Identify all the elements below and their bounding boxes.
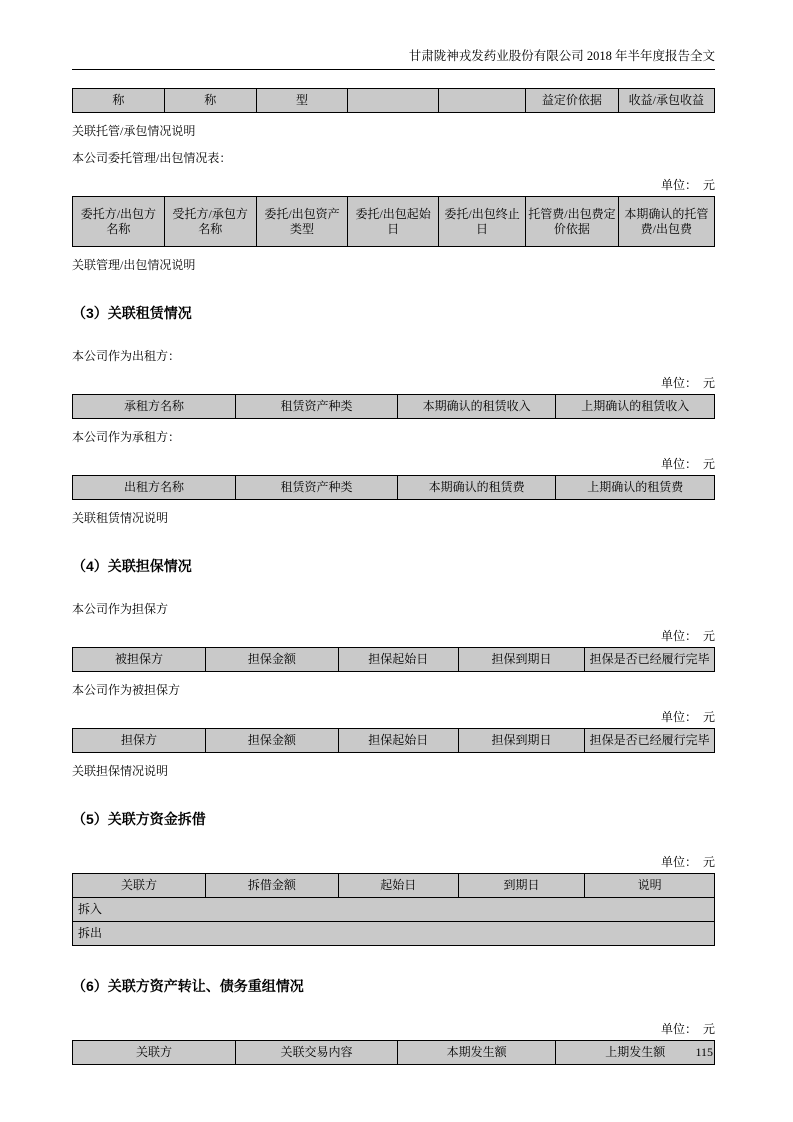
header-cell: 本期确认的托管费/出包费: [618, 197, 714, 247]
header-cell: 委托方/出包方名称: [73, 197, 165, 247]
entrust-intro: 本公司委托管理/出包情况表：: [72, 151, 232, 165]
header-cell: 担保起始日: [338, 648, 458, 672]
unit-label: 单位： 元: [660, 710, 715, 724]
table-header-row: [73, 1041, 715, 1065]
page-number: 115: [695, 1045, 713, 1059]
header-cell: 担保到期日: [458, 729, 584, 753]
entrust-table: [72, 196, 715, 247]
section-heading-guarantee: （4）关联担保情况: [72, 558, 192, 574]
guarantor-intro: 本公司作为担保方: [72, 602, 169, 616]
guarantor-table: [72, 647, 715, 672]
header-cell: 被担保方: [73, 648, 206, 672]
header-cell: [348, 89, 439, 113]
section-heading-lease: （3）关联租赁情况: [72, 305, 192, 321]
header-cell: 说明: [585, 874, 715, 898]
header-cell: 托管费/出包费定价依据: [526, 197, 618, 247]
header-cell: 委托/出包起始日: [348, 197, 439, 247]
header-cell: 担保金额: [205, 729, 338, 753]
lessee-intro: 本公司作为承租方：: [72, 430, 181, 444]
header-cell: 到期日: [458, 874, 584, 898]
header-cell: 担保到期日: [458, 648, 584, 672]
header-cell: 本期确认的租赁费: [397, 476, 556, 500]
custody-carryover-table: [72, 88, 715, 113]
header-cell: 上期发生额: [556, 1041, 715, 1065]
header-cell: 担保是否已经履行完毕: [585, 648, 715, 672]
section-heading-transfer: （6）关联方资产转让、债务重组情况: [72, 978, 304, 994]
header-cell: 出租方名称: [73, 476, 236, 500]
lease-note: 关联租赁情况说明: [72, 511, 169, 525]
guaranteed-table: [72, 728, 715, 753]
unit-label: 单位： 元: [660, 178, 715, 192]
table-cell: 拆入: [73, 898, 715, 922]
header-cell: 关联方: [73, 1041, 236, 1065]
table-header-row: [73, 476, 715, 500]
unit-label: 单位： 元: [660, 629, 715, 643]
header-cell: 租赁资产种类: [236, 395, 398, 419]
table-row: [73, 898, 715, 922]
table-row: [73, 922, 715, 946]
header-cell: 称: [73, 89, 165, 113]
lessor-intro: 本公司作为出租方：: [72, 349, 181, 363]
header-cell: 担保是否已经履行完毕: [585, 729, 715, 753]
header-cell: 型: [256, 89, 348, 113]
header-cell: 承租方名称: [73, 395, 236, 419]
header-cell: 本期确认的租赁收入: [397, 395, 556, 419]
table-header-row: [73, 874, 715, 898]
header-cell: 益定价依据: [526, 89, 618, 113]
header-cell: 租赁资产种类: [236, 476, 398, 500]
header-cell: 委托/出包资产类型: [256, 197, 348, 247]
table-header-row: [73, 197, 715, 247]
guaranteed-intro: 本公司作为被担保方: [72, 683, 181, 697]
custody-note: 关联托管/承包情况说明: [72, 124, 196, 138]
table-header-row: [73, 648, 715, 672]
entrust-note: 关联管理/出包情况说明: [72, 258, 196, 272]
table-header-row: [73, 89, 715, 113]
table-cell: 拆出: [73, 922, 715, 946]
header-cell: 委托/出包终止日: [438, 197, 525, 247]
header-cell: 关联交易内容: [236, 1041, 398, 1065]
header-cell: 受托方/承包方名称: [164, 197, 256, 247]
header-cell: 拆借金额: [205, 874, 338, 898]
header-cell: 担保起始日: [338, 729, 458, 753]
borrowing-table: [72, 873, 715, 946]
header-cell: 上期确认的租赁收入: [556, 395, 715, 419]
header-cell: 起始日: [338, 874, 458, 898]
section-heading-borrowing: （5）关联方资金拆借: [72, 811, 206, 827]
header-cell: 收益/承包收益: [618, 89, 714, 113]
table-header-row: [73, 395, 715, 419]
lessee-table: [72, 475, 715, 500]
page-header: [72, 46, 715, 70]
transfer-table: [72, 1040, 715, 1065]
header-cell: 上期确认的租赁费: [556, 476, 715, 500]
unit-label: 单位： 元: [660, 457, 715, 471]
unit-label: 单位： 元: [660, 855, 715, 869]
unit-label: 单位： 元: [660, 1022, 715, 1036]
guarantee-note: 关联担保情况说明: [72, 764, 169, 778]
header-cell: [438, 89, 525, 113]
header-cell: 担保方: [73, 729, 206, 753]
header-cell: 本期发生额: [397, 1041, 556, 1065]
table-header-row: [73, 729, 715, 753]
header-cell: 担保金额: [205, 648, 338, 672]
header-cell: 称: [164, 89, 256, 113]
lessor-table: [72, 394, 715, 419]
report-title: 甘肃陇神戎发药业股份有限公司 2018 年半年度报告全文: [408, 49, 715, 63]
unit-label: 单位： 元: [660, 376, 715, 390]
header-cell: 关联方: [73, 874, 206, 898]
